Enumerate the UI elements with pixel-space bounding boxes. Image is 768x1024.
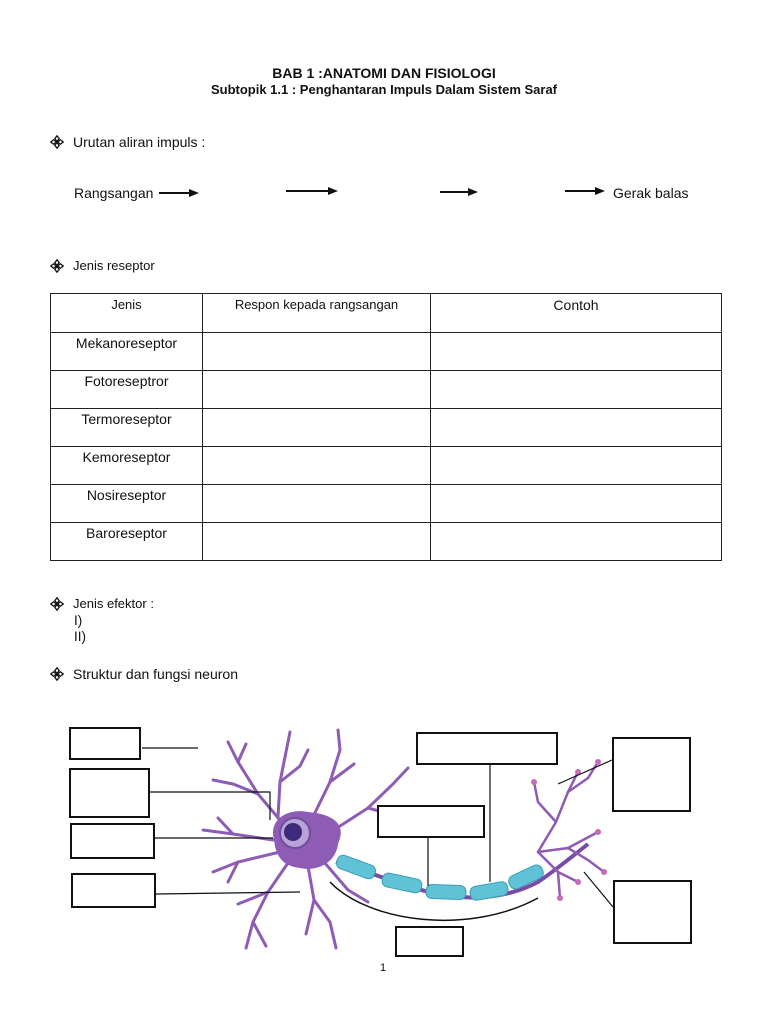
- neuron-diagram: [68, 722, 698, 958]
- response-cell[interactable]: [203, 447, 431, 485]
- section-heading: Struktur dan fungsi neuron: [73, 666, 238, 682]
- example-cell[interactable]: [431, 485, 722, 523]
- label-box: [378, 806, 484, 837]
- table-row: [51, 371, 722, 409]
- receptor-type-cell: Mekanoreseptor: [51, 333, 203, 371]
- page-title: BAB 1 :ANATOMI DAN FISIOLOGI: [272, 65, 496, 81]
- column-header: Respon kepada rangsangan: [203, 294, 431, 333]
- four-diamond-bullet-icon: [50, 597, 64, 611]
- right-arrow-icon: [565, 186, 605, 196]
- example-cell[interactable]: [431, 333, 722, 371]
- response-cell[interactable]: [203, 523, 431, 561]
- label-box: [396, 927, 463, 956]
- label-box: [70, 769, 149, 817]
- right-arrow-icon: [286, 186, 338, 196]
- table-row: [51, 409, 722, 447]
- receptor-type-cell: Nosireseptor: [51, 485, 203, 523]
- right-arrow-icon: [440, 187, 478, 197]
- column-header: Contoh: [431, 294, 722, 333]
- nucleolus: [284, 823, 302, 841]
- response-cell[interactable]: [203, 485, 431, 523]
- table-row: [51, 485, 722, 523]
- four-diamond-bullet-icon: [50, 259, 64, 273]
- table-header-row: [51, 294, 722, 333]
- flow-start-label: Rangsangan: [74, 185, 154, 201]
- table-row: [51, 333, 722, 371]
- example-cell[interactable]: [431, 409, 722, 447]
- section-heading: Jenis reseptor: [73, 258, 155, 273]
- example-cell[interactable]: [431, 447, 722, 485]
- section-receptors: [50, 258, 155, 273]
- label-box: [71, 824, 154, 858]
- table-row: [51, 523, 722, 561]
- label-box: [417, 733, 557, 764]
- label-box: [72, 874, 155, 907]
- four-diamond-bullet-icon: [50, 135, 64, 149]
- receptor-table: [50, 293, 722, 561]
- example-cell[interactable]: [431, 371, 722, 409]
- section-heading: Jenis efektor :: [73, 596, 154, 611]
- flow-end-label: Gerak balas: [613, 185, 689, 201]
- receptor-type-cell: Kemoreseptor: [51, 447, 203, 485]
- response-cell[interactable]: [203, 409, 431, 447]
- label-box: [614, 881, 691, 943]
- section-neuron: [50, 666, 238, 682]
- example-cell[interactable]: [431, 523, 722, 561]
- effector-item: II): [74, 629, 86, 644]
- label-box: [70, 728, 140, 759]
- response-cell[interactable]: [203, 371, 431, 409]
- receptor-type-cell: Baroreseptor: [51, 523, 203, 561]
- page-number: 1: [380, 962, 387, 974]
- section-effectors: [50, 596, 154, 611]
- four-diamond-bullet-icon: [50, 667, 64, 681]
- page-subtitle: Subtopik 1.1 : Penghantaran Impuls Dalam Sistem Saraf: [210, 82, 558, 97]
- label-box: [613, 738, 690, 811]
- receptor-type-cell: Fotoreseptror: [51, 371, 203, 409]
- right-arrow-icon: [159, 188, 199, 198]
- response-cell[interactable]: [203, 333, 431, 371]
- column-header: Jenis: [51, 294, 203, 333]
- effector-item: I): [74, 613, 83, 628]
- table-row: [51, 447, 722, 485]
- section-impulse-flow: [50, 134, 205, 150]
- receptor-type-cell: Termoreseptor: [51, 409, 203, 447]
- section-heading: Urutan aliran impuls :: [73, 134, 206, 150]
